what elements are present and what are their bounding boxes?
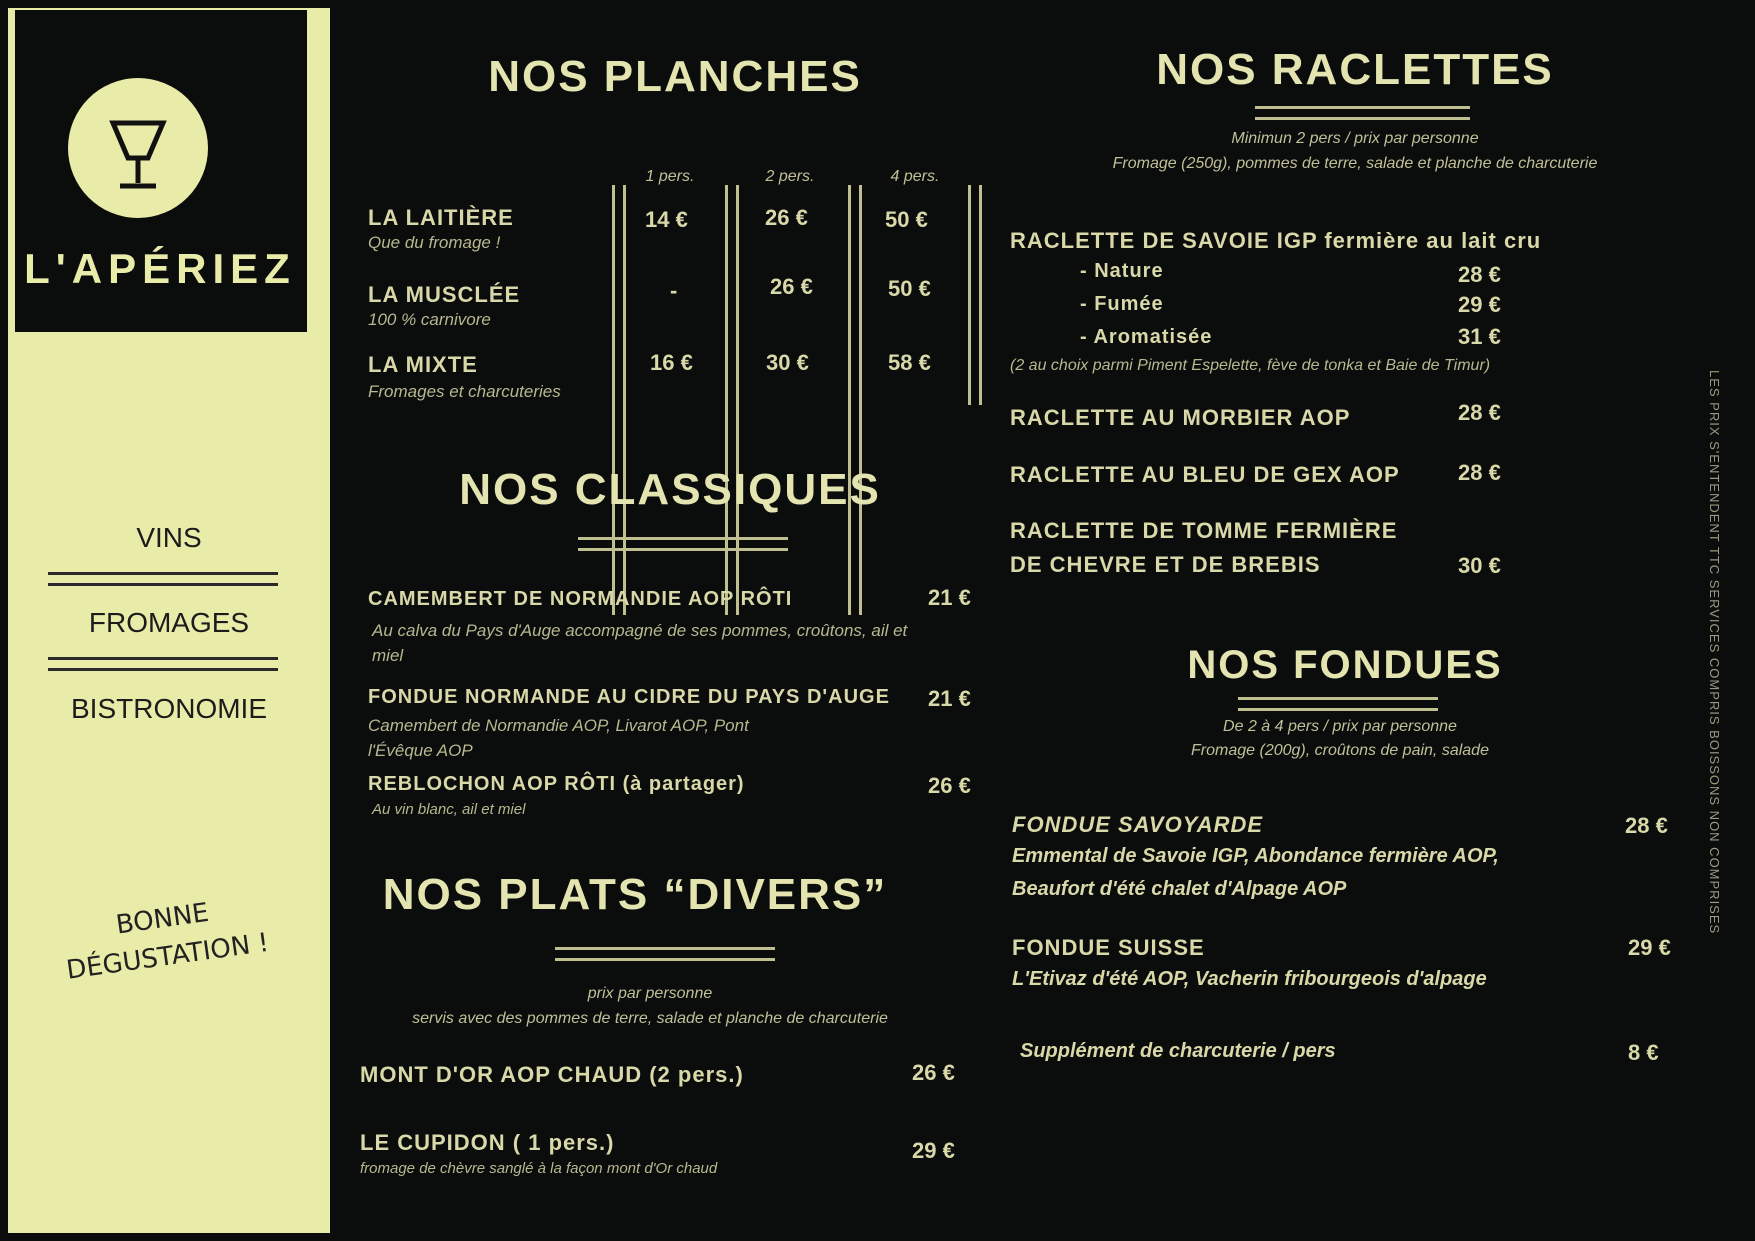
price-disclaimer: LES PRIX S'ENTENDENT TTC SERVICES COMPRIS BOISSONS NON COMPRISES bbox=[1707, 370, 1722, 935]
price: 16 € bbox=[650, 350, 693, 375]
section-note: servis avec des pommes de terre, salade et planche de charcuterie bbox=[412, 1010, 888, 1027]
price: 50 € bbox=[888, 276, 931, 301]
price: 28 € bbox=[1625, 813, 1668, 838]
menu-item-name: MONT D'OR AOP CHAUD (2 pers.) bbox=[360, 1062, 744, 1087]
nav-link-fromages[interactable]: FROMAGES bbox=[88, 607, 250, 638]
price: 28 € bbox=[1458, 262, 1501, 287]
price: 26 € bbox=[928, 773, 971, 798]
price: 26 € bbox=[765, 205, 808, 230]
price: 28 € bbox=[1458, 400, 1501, 425]
price: 29 € bbox=[912, 1138, 955, 1163]
nav-link-bistronomie[interactable]: BISTRONOMIE bbox=[70, 693, 267, 724]
menu-item-name: RACLETTE AU MORBIER AOP bbox=[1010, 405, 1351, 430]
variant-name: - Aromatisée bbox=[1080, 326, 1213, 348]
divider bbox=[578, 537, 788, 551]
menu-item-name: RACLETTE DE SAVOIE IGP fermière au lait cru bbox=[1010, 228, 1542, 253]
column-header: 2 pers. bbox=[765, 168, 815, 185]
price: 58 € bbox=[888, 350, 931, 375]
price: - bbox=[670, 278, 678, 303]
price: 26 € bbox=[912, 1060, 955, 1085]
menu-item-desc: Fromages et charcuteries bbox=[368, 382, 561, 401]
menu-item-desc: Que du fromage ! bbox=[368, 233, 501, 252]
menu-item-name: FONDUE SAVOYARDE bbox=[1012, 812, 1264, 837]
variant-name: - Nature bbox=[1080, 260, 1164, 282]
price: 21 € bbox=[928, 686, 971, 711]
menu-item-name: LA MUSCLÉE bbox=[368, 282, 521, 307]
menu-item-name: REBLOCHON AOP RÔTI (à partager) bbox=[368, 773, 745, 795]
variant-name: - Fumée bbox=[1080, 293, 1164, 315]
price: 50 € bbox=[885, 207, 928, 232]
column-header: 1 pers. bbox=[645, 168, 695, 185]
menu-item-name: FONDUE SUISSE bbox=[1012, 935, 1205, 960]
section-note: De 2 à 4 pers / prix par personne bbox=[1223, 718, 1457, 735]
menu-item-name: RACLETTE AU BLEU DE GEX AOP bbox=[1010, 462, 1400, 487]
price: 14 € bbox=[645, 207, 688, 232]
price: 31 € bbox=[1458, 324, 1501, 349]
menu-item-desc: Emmental de Savoie IGP, Abondance fermière AOP, bbox=[1012, 845, 1499, 867]
divider bbox=[1238, 697, 1438, 711]
section-note: Minimun 2 pers / prix par personne bbox=[1231, 130, 1479, 147]
menu-item-desc: L'Etivaz d'été AOP, Vacherin fribourgeois d'alpage bbox=[1012, 968, 1487, 990]
price: 8 € bbox=[1628, 1040, 1659, 1065]
price: 28 € bbox=[1458, 460, 1501, 485]
nav-link-vins[interactable]: VINS bbox=[136, 522, 202, 553]
section-title-classiques: NOS CLASSIQUES bbox=[459, 465, 881, 514]
menu-item-name: FONDUE NORMANDE AU CIDRE DU PAYS D'AUGE bbox=[368, 686, 890, 708]
menu-item-desc: fromage de chèvre sanglé à la façon mont d'Or chaud bbox=[360, 1160, 718, 1177]
price: 21 € bbox=[928, 585, 971, 610]
menu-item-desc: Au vin blanc, ail et miel bbox=[372, 801, 526, 818]
menu-item-name: DE CHEVRE ET DE BREBIS bbox=[1010, 552, 1321, 577]
column-header: 4 pers. bbox=[890, 168, 940, 185]
menu-item-desc: Au calva du Pays d'Auge accompagné de ses pommes, croûtons, ail et miel bbox=[372, 621, 908, 665]
brand-logo-text: L'APÉRIEZ bbox=[24, 245, 296, 292]
menu-item-name: CAMEMBERT DE NORMANDIE AOP RÔTI bbox=[368, 588, 793, 610]
supplement-label: Supplément de charcuterie / pers bbox=[1020, 1040, 1336, 1062]
menu-item-desc: 100 % carnivore bbox=[368, 310, 491, 329]
menu-item-desc: Camembert de Normandie AOP, Livarot AOP, Pont l'Évêque AOP bbox=[368, 716, 749, 760]
column-divider bbox=[968, 185, 982, 405]
section-title-divers: NOS PLATS “DIVERS” bbox=[382, 870, 888, 919]
logo-icon bbox=[68, 78, 208, 218]
divider bbox=[1255, 106, 1470, 120]
price: 29 € bbox=[1628, 935, 1671, 960]
menu-item-name: LA LAITIÈRE bbox=[368, 205, 514, 230]
section-note: prix par personne bbox=[587, 985, 713, 1002]
divider bbox=[48, 657, 278, 671]
section-title-planches: NOS PLANCHES bbox=[488, 52, 862, 101]
menu-item-name: LA MIXTE bbox=[368, 352, 478, 377]
column-divider bbox=[848, 185, 862, 615]
menu-item-desc: (2 au choix parmi Piment Espelette, fève de tonka et Baie de Timur) bbox=[1010, 357, 1491, 374]
price: 26 € bbox=[770, 274, 813, 299]
tagline-line-2: DÉGUSTATION ! bbox=[64, 927, 271, 986]
menu-item-name: LE CUPIDON ( 1 pers.) bbox=[360, 1130, 615, 1155]
divider bbox=[555, 947, 775, 961]
divider bbox=[48, 572, 278, 586]
section-title-raclettes: NOS RACLETTES bbox=[1156, 45, 1554, 94]
section-note: Fromage (250g), pommes de terre, salade et planche de charcuterie bbox=[1112, 155, 1598, 172]
menu-item-desc: Beaufort d'été chalet d'Alpage AOP bbox=[1012, 878, 1347, 900]
tagline-line-1: BONNE bbox=[114, 897, 211, 941]
section-title-fondues: NOS FONDUES bbox=[1187, 643, 1503, 687]
section-note: Fromage (200g), croûtons de pain, salade bbox=[1191, 742, 1489, 759]
menu-item-name: RACLETTE DE TOMME FERMIÈRE bbox=[1010, 518, 1398, 543]
price: 30 € bbox=[766, 350, 809, 375]
price: 29 € bbox=[1458, 292, 1501, 317]
price: 30 € bbox=[1458, 553, 1501, 578]
